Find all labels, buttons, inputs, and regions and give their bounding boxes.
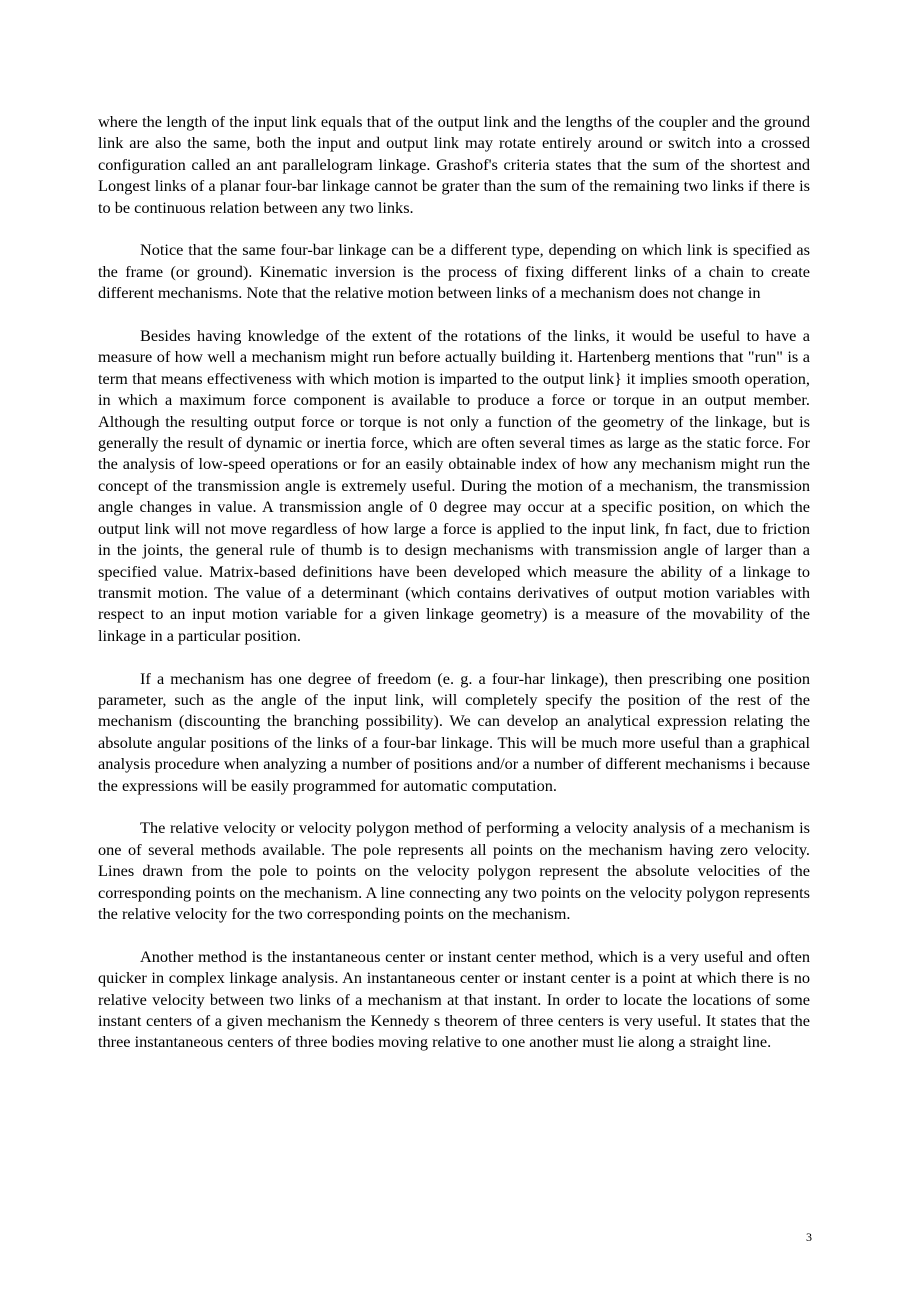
paragraph-3: Besides having knowledge of the extent of the rotations of the links, it would be useful to have a measure of how well a mechanism might run before actually building it. Hartenberg mentions that "run" is a term that means effectiveness with which motion is imparted to the output link} it implies smooth operation, in which a maximum force component is available to produce a force or torque in an output member. Although the resulting output force or torque is not only a function of the geometry of the linkage, but is generally the result of dynamic or inertia force, which are often several times as large as the static force. For the analysis of low-speed operations or for an easily obtainable index of how any mechanism might run the concept of the transmission angle is extremely useful. During the motion of a mechanism, the transmission angle changes in value. A transmission angle of 0 degree may occur at a specific position, on which the output link will not move regardless of how large a force is applied to the input link, fn fact, due to friction in the joints, the general rule of thumb is to design mechanisms with transmission angle of larger than a specified value. Matrix-based definitions have been developed which measure the ability of a linkage to transmit motion. The value of a determinant (which contains derivatives of output motion variables with respect to an input motion variable for a given linkage geometry) is a measure of the movability of the linkage in a particular position.: [98, 326, 810, 645]
paragraph-6: Another method is the instantaneous center or instant center method, which is a very useful and often quicker in complex linkage analysis. An instantaneous center or instant center is a point at which there is no relative velocity between two links of a mechanism at that instant. In order to locate the locations of some instant centers of a given mechanism the Kennedy s theorem of three centers is very useful. It states that the three instantaneous centers of three bodies moving relative to one another must lie along a straight line.: [98, 946, 810, 1052]
paragraph-1: where the length of the input link equals that of the output link and the lengths of the coupler and the ground link are also the same, both the input and output link may rotate entirely around or switch into a crossed configuration called an ant parallelogram linkage. Grashof's criteria states that the sum of the shortest and Longest links of a planar four-bar linkage cannot be grater than the sum of the remaining two links if there is to be continuous relation between any two links.: [98, 112, 810, 217]
body-text: [98, 111, 810, 1074]
paragraph-5: The relative velocity or velocity polygon method of performing a velocity analysis of a mechanism is one of several methods available. The pole represents all points on the mechanism having zero velocity. Lines drawn from the pole to points on the velocity polygon represent the absolute velocities of the corresponding points on the mechanism. A line connecting any two points on the velocity polygon represents the relative velocity for the two corresponding points on the mechanism.: [98, 818, 810, 923]
page-number: 3: [806, 1230, 812, 1244]
paragraph-4: If a mechanism has one degree of freedom (e. g. a four-har linkage), then prescribing one position parameter, such as the angle of the input link, will completely specify the position of the rest of the mechanism (discounting the branching possibility). We can develop an analytical expression relating the absolute angular positions of the links of a four-bar linkage. This will be much more useful than a graphical analysis procedure when analyzing a number of positions and/or a number of different mechanisms i because the expressions will be easily programmed for automatic computation.: [98, 668, 810, 795]
paragraph-2: Notice that the same four-bar linkage can be a different type, depending on which link is specified as the frame (or ground). Kinematic inversion is the process of fixing different links of a chain to create different mechanisms. Note that the relative motion between links of a mechanism does not change in: [98, 240, 810, 303]
